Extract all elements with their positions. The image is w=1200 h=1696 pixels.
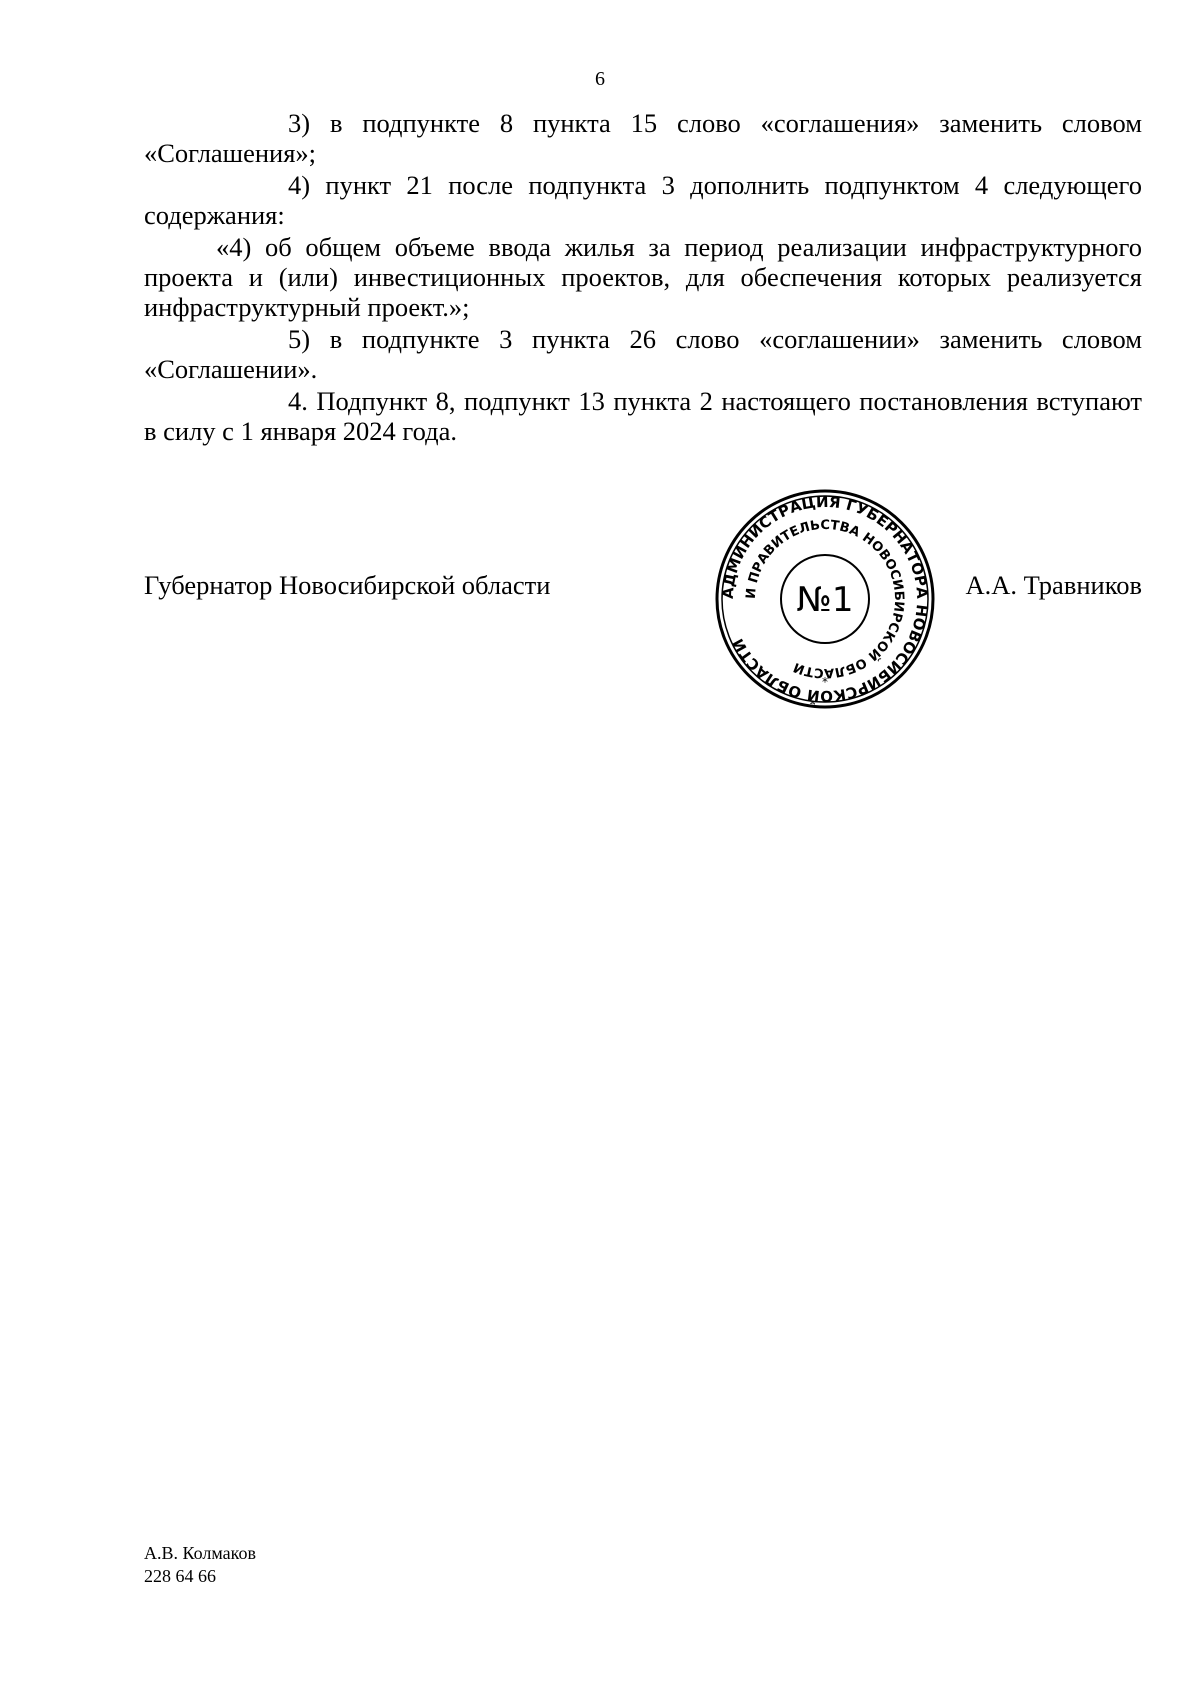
paragraph-item-5	[144, 324, 1142, 384]
seal-inner-text: И ПРАВИТЕЛЬСТВА НОВОСИБИРСКОЙ ОБЛАСТИ	[743, 517, 907, 681]
official-seal	[714, 488, 936, 710]
paragraph-number: 3)	[288, 108, 311, 138]
paragraph-number: 4)	[288, 170, 311, 200]
document-body	[144, 108, 1142, 448]
paragraph-item-4	[144, 170, 1142, 230]
paragraph-number: 5)	[288, 324, 311, 354]
paragraph-text: в подпункте 3 пункта 26 слово «соглашении» заменить словом «Соглашении».	[144, 324, 1143, 384]
paragraph-text: Подпункт 8, подпункт 13 пункта 2 настоящего постановления вступают в силу с 1 января 2024 года.	[144, 386, 1143, 446]
seal-number: №1	[796, 580, 854, 620]
signatory-name: А.А. Травников	[965, 570, 1142, 600]
paragraph-text: в подпункте 8 пункта 15 слово «соглашения» заменить словом «Соглашения»;	[144, 108, 1143, 168]
signatory-position: Губернатор Новосибирской области	[144, 570, 551, 600]
paragraph-text: пункт 21 после подпункта 3 дополнить подпунктом 4 следующего содержания:	[144, 170, 1142, 230]
paragraph-text: «4) об общем объеме ввода жилья за период реализации инфраструктурного проекта и (или) инвестиционных проектов, для обеспечения которых реализуется инфраструктурный проект.»;	[144, 232, 1142, 322]
seal-star-icon: *	[822, 675, 828, 689]
executor-block	[144, 1542, 256, 1588]
paragraph-item-3	[144, 108, 1142, 168]
executor-phone: 228 64 66	[144, 1566, 216, 1586]
executor-name: А.В. Колмаков	[144, 1543, 256, 1563]
page-number: 6	[595, 68, 605, 90]
paragraph-number: 4.	[288, 386, 308, 416]
paragraph-quoted-subitem	[144, 232, 1142, 322]
seal-outer-text: АДМИНИСТРАЦИЯ ГУБЕРНАТОРА НОВОСИБИРСКОЙ ОБЛАСТИ	[718, 492, 932, 706]
paragraph-clause-4	[144, 386, 1142, 446]
